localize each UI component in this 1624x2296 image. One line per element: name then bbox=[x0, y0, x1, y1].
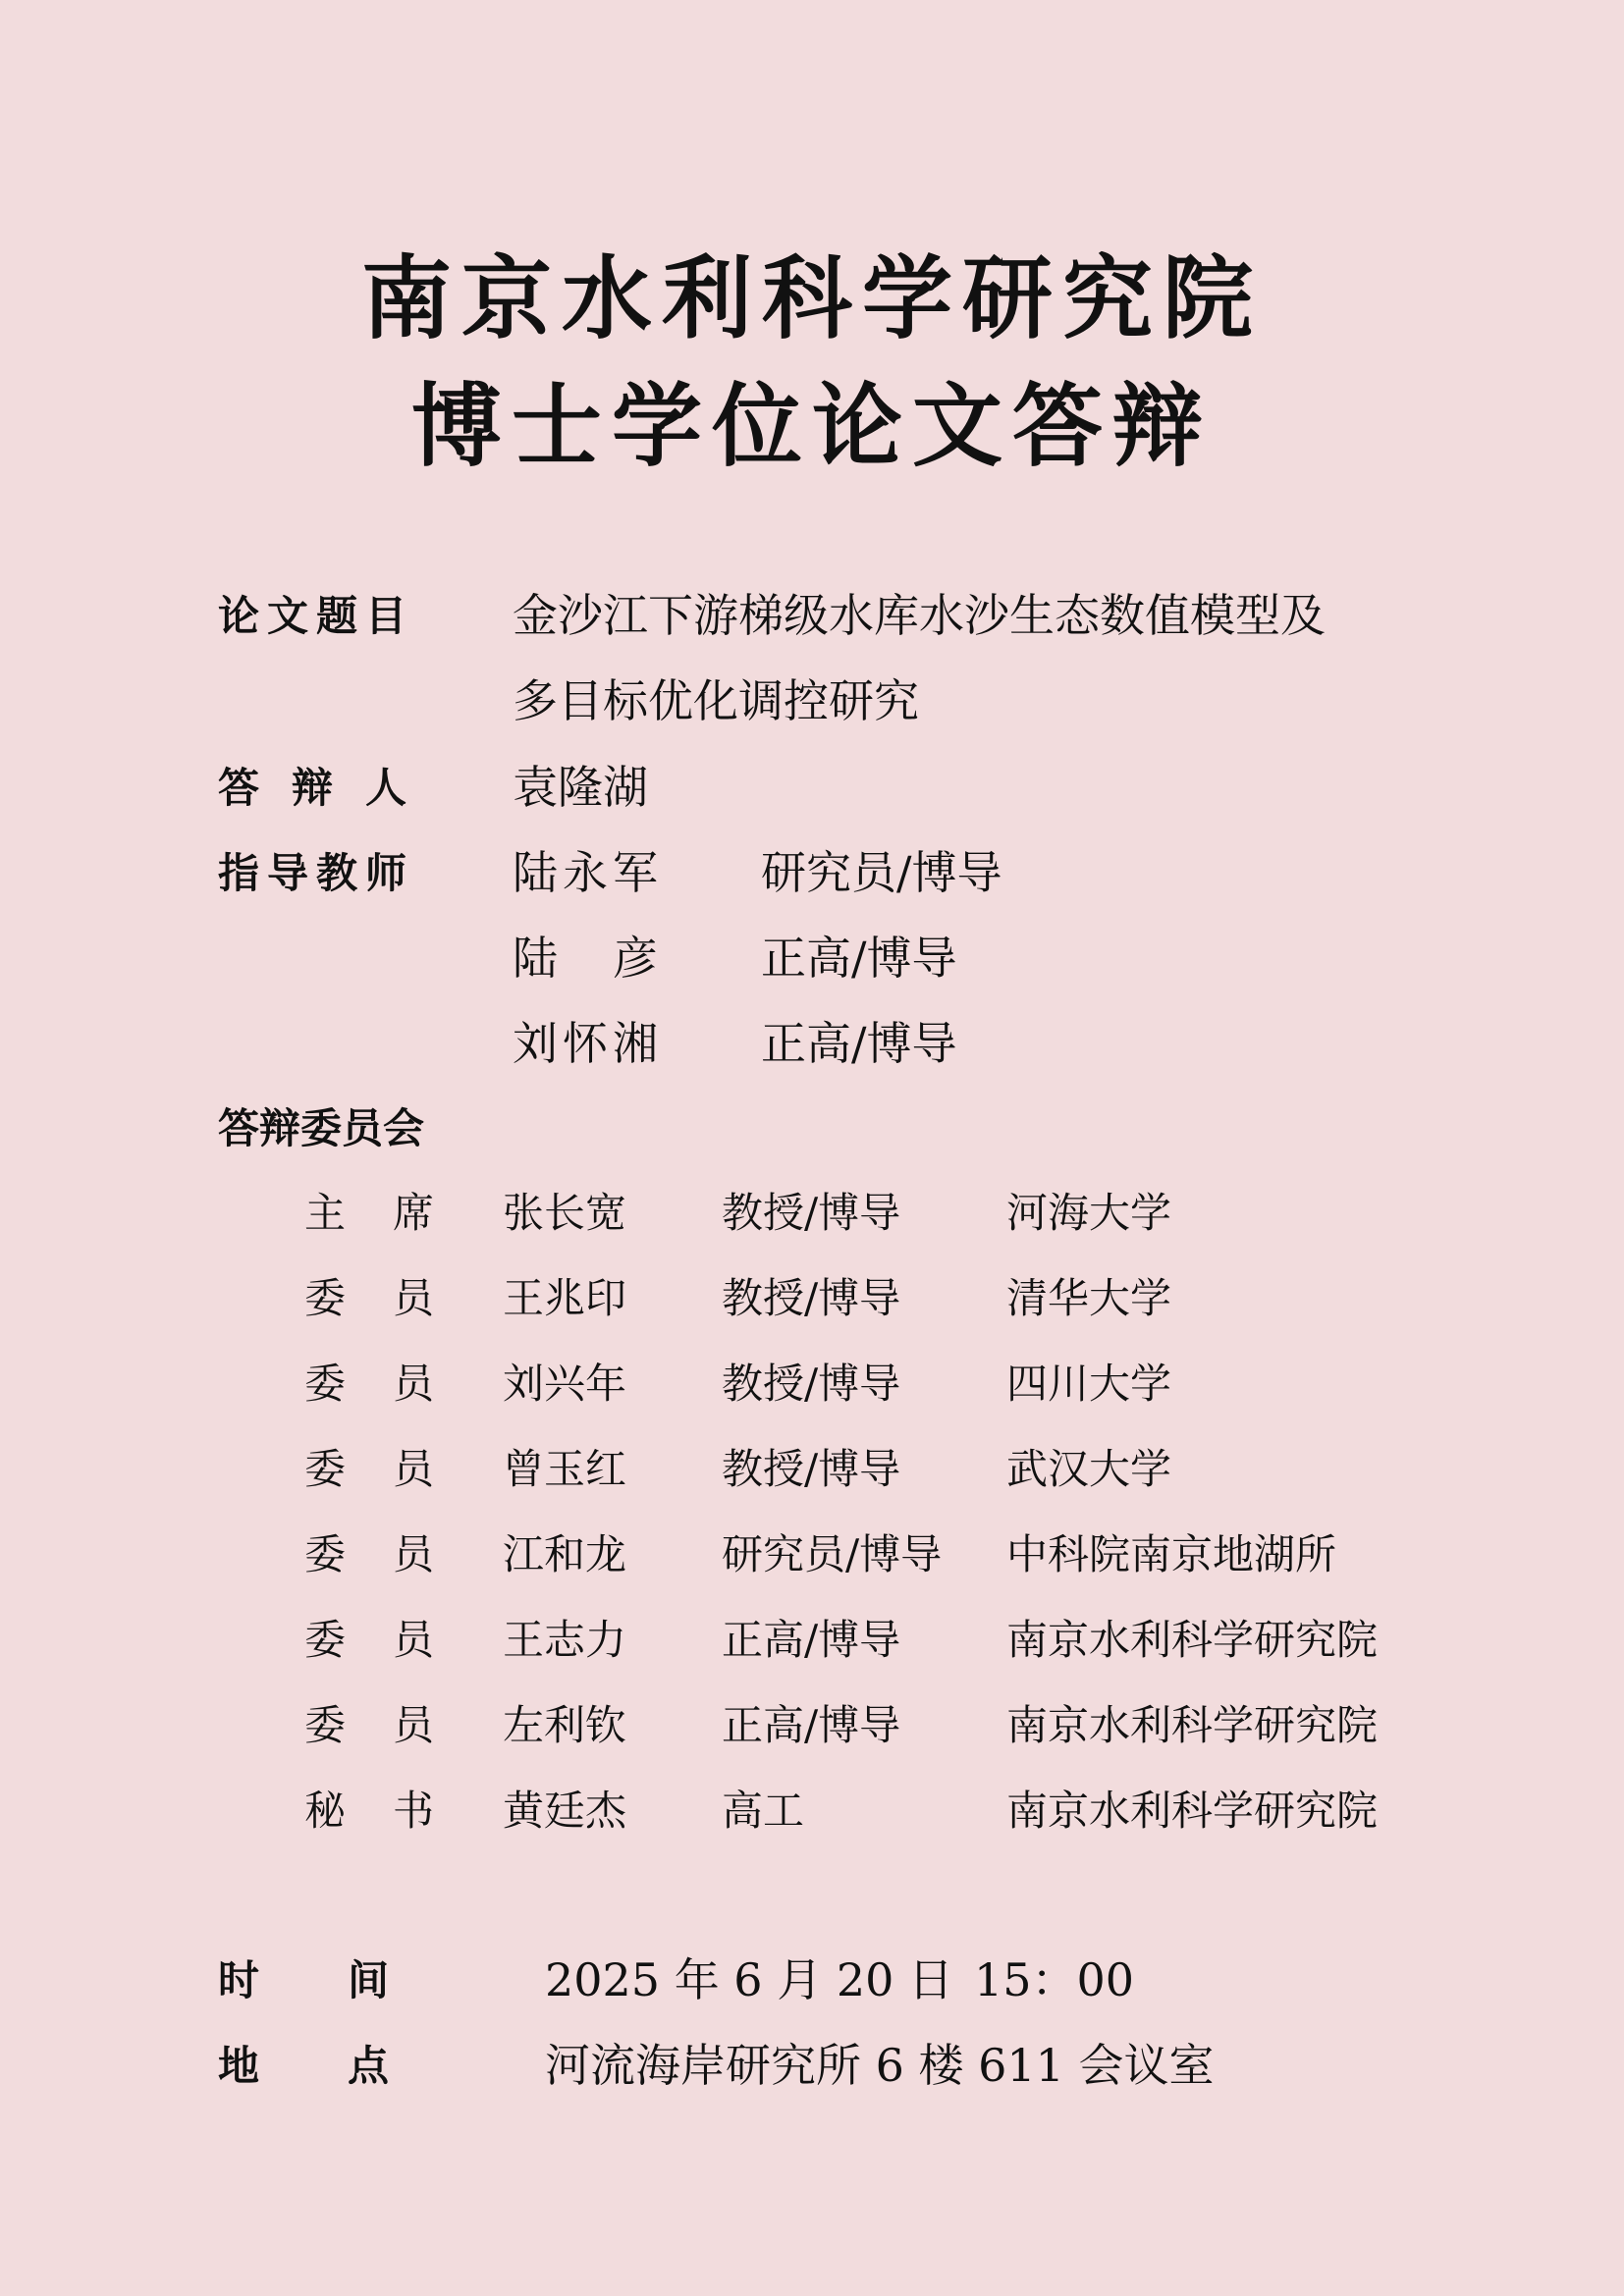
committee-role: 秘 书 bbox=[304, 1787, 434, 1835]
committee-title: 教授/博导 bbox=[722, 1189, 901, 1237]
committee-title: 教授/博导 bbox=[722, 1445, 901, 1493]
committee-name: 张长宽 bbox=[503, 1189, 627, 1237]
committee-role: 委 员 bbox=[304, 1701, 434, 1749]
committee-title: 教授/博导 bbox=[722, 1360, 901, 1408]
supervisor-title: 正高/博导 bbox=[761, 1017, 957, 1070]
committee-title: 研究员/博导 bbox=[722, 1530, 943, 1578]
supervisor-name: 陆 彦 bbox=[513, 932, 658, 985]
candidate-label: 答 辩 人 bbox=[218, 764, 406, 812]
defense-place: 河流海岸研究所 6 楼 611 会议室 bbox=[545, 2039, 1215, 2092]
thesis-label: 论 文 题 目 bbox=[218, 592, 406, 640]
institute-title: 南京水利科学研究院 bbox=[360, 245, 1263, 351]
committee-org: 四川大学 bbox=[1006, 1360, 1172, 1408]
committee-label: 答辩委员会 bbox=[218, 1104, 425, 1152]
time-label: 时 间 bbox=[218, 1956, 389, 2004]
place-label: 地 点 bbox=[218, 2042, 389, 2090]
supervisor-name: 刘 怀 湘 bbox=[513, 1017, 658, 1070]
committee-org: 南京水利科学研究院 bbox=[1006, 1701, 1379, 1749]
defense-date: 2025 年 6 月 20 日 bbox=[545, 1953, 953, 2006]
committee-role: 委 员 bbox=[304, 1445, 434, 1493]
committee-org: 中科院南京地湖所 bbox=[1006, 1530, 1337, 1578]
candidate-name: 袁隆湖 bbox=[513, 761, 648, 814]
committee-title: 高工 bbox=[722, 1787, 805, 1835]
committee-title: 教授/博导 bbox=[722, 1274, 901, 1322]
committee-title: 正高/博导 bbox=[722, 1701, 901, 1749]
committee-name: 左利钦 bbox=[503, 1701, 627, 1749]
committee-org: 武汉大学 bbox=[1006, 1445, 1172, 1493]
committee-name: 曾玉红 bbox=[503, 1445, 627, 1493]
committee-org: 南京水利科学研究院 bbox=[1006, 1787, 1379, 1835]
committee-name: 刘兴年 bbox=[503, 1360, 627, 1408]
supervisors-label: 指 导 教 师 bbox=[218, 849, 406, 897]
committee-role: 委 员 bbox=[304, 1360, 434, 1408]
committee-name: 江和龙 bbox=[503, 1530, 627, 1578]
committee-org: 清华大学 bbox=[1006, 1274, 1172, 1322]
committee-name: 王志力 bbox=[503, 1616, 627, 1664]
supervisor-title: 正高/博导 bbox=[761, 932, 957, 985]
defense-clock: 15：00 bbox=[974, 1953, 1135, 2006]
committee-org: 河海大学 bbox=[1006, 1189, 1172, 1237]
committee-name: 黄廷杰 bbox=[503, 1787, 627, 1835]
thesis-title-line-1: 金沙江下游梯级水库水沙生态数值模型及 bbox=[513, 589, 1326, 642]
event-title: 博士学位论文答辩 bbox=[410, 373, 1213, 479]
committee-org: 南京水利科学研究院 bbox=[1006, 1616, 1379, 1664]
committee-role: 委 员 bbox=[304, 1274, 434, 1322]
committee-role: 主 席 bbox=[304, 1189, 434, 1237]
supervisor-title: 研究员/博导 bbox=[761, 846, 1002, 899]
committee-title: 正高/博导 bbox=[722, 1616, 901, 1664]
supervisor-name: 陆 永 军 bbox=[513, 846, 658, 899]
committee-role: 委 员 bbox=[304, 1616, 434, 1664]
committee-name: 王兆印 bbox=[503, 1274, 627, 1322]
committee-role: 委 员 bbox=[304, 1530, 434, 1578]
thesis-title-line-2: 多目标优化调控研究 bbox=[513, 674, 919, 727]
